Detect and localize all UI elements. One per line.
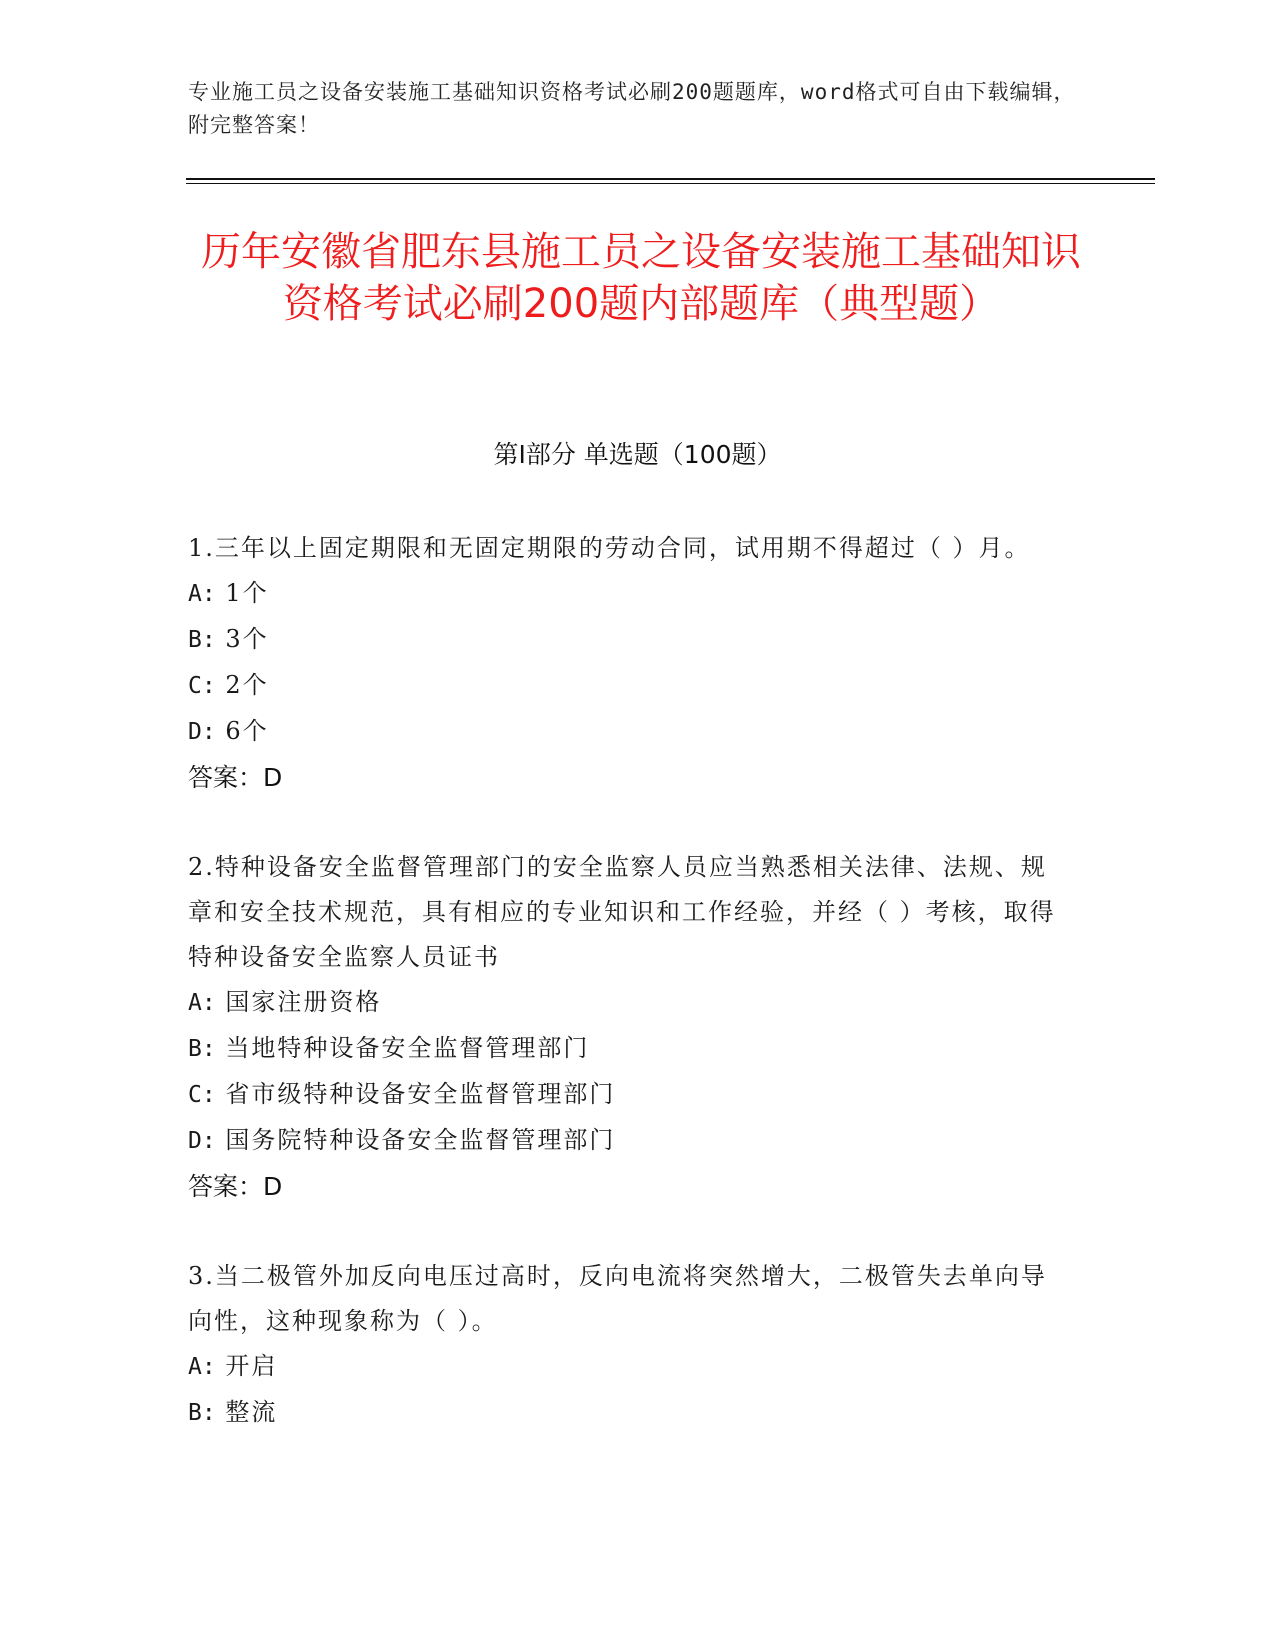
question-stem: 3.当二极管外加反向电压过高时，反向电流将突然增大，二极管失去单向导向性，这种现象称为（ ）。 <box>188 1262 1047 1335</box>
question-stem: 1.三年以上固定期限和无固定期限的劳动合同，试用期不得超过（ ）月。 <box>188 534 1031 562</box>
question-3 <box>188 1254 1058 1436</box>
option-text: 国家注册资格 <box>225 988 382 1016</box>
answer: 答案：D <box>188 763 283 792</box>
option-c <box>188 663 1058 709</box>
option-letter: A: <box>188 581 216 607</box>
option-a <box>188 571 1058 617</box>
question-list <box>188 526 1058 1436</box>
option-letter: B: <box>188 1036 216 1062</box>
option-text: 开启 <box>225 1352 278 1380</box>
question-2 <box>188 845 1058 1209</box>
header-rule-thin <box>186 183 1155 184</box>
header-rule-thick <box>186 178 1155 180</box>
option-a <box>188 1344 1058 1390</box>
option-text: 2个 <box>225 671 269 699</box>
option-letter: C: <box>188 1082 216 1108</box>
section-heading: 第Ⅰ部分 单选题（100题） <box>493 440 782 469</box>
option-b <box>188 617 1058 663</box>
option-d <box>188 1118 1058 1164</box>
option-letter: C: <box>188 673 216 699</box>
option-letter: A: <box>188 1354 216 1380</box>
option-a <box>188 980 1058 1026</box>
option-text: 3个 <box>225 625 269 653</box>
option-d <box>188 709 1058 755</box>
option-text: 6个 <box>225 717 269 745</box>
option-text: 国务院特种设备安全监督管理部门 <box>225 1126 616 1154</box>
question-stem: 2.特种设备安全监督管理部门的安全监察人员应当熟悉相关法律、法规、规章和安全技术规范，具有相应的专业知识和工作经验，并经（ ）考核，取得特种设备安全监察人员证书 <box>188 853 1056 971</box>
header-note: 专业施工员之设备安装施工基础知识资格考试必刷200题题库，word格式可自由下载编辑，附完整答案！ <box>188 80 1076 137</box>
question-spacer <box>188 1209 1058 1254</box>
option-c <box>188 1072 1058 1118</box>
question-spacer <box>188 800 1058 845</box>
answer: 答案：D <box>188 1172 283 1201</box>
option-letter: D: <box>188 1128 216 1154</box>
document-title: 历年安徽省肥东县施工员之设备安装施工基础知识资格考试必刷200题内部题库（典型题） <box>201 229 1081 327</box>
question-1 <box>188 526 1058 800</box>
option-b <box>188 1026 1058 1072</box>
option-letter: B: <box>188 1400 216 1426</box>
option-letter: D: <box>188 719 216 745</box>
option-letter: A: <box>188 990 216 1016</box>
option-text: 省市级特种设备安全监督管理部门 <box>225 1080 616 1108</box>
option-b <box>188 1390 1058 1436</box>
option-text: 1个 <box>225 579 269 607</box>
option-text: 整流 <box>225 1398 278 1426</box>
option-text: 当地特种设备安全监督管理部门 <box>225 1034 590 1062</box>
option-letter: B: <box>188 627 216 653</box>
